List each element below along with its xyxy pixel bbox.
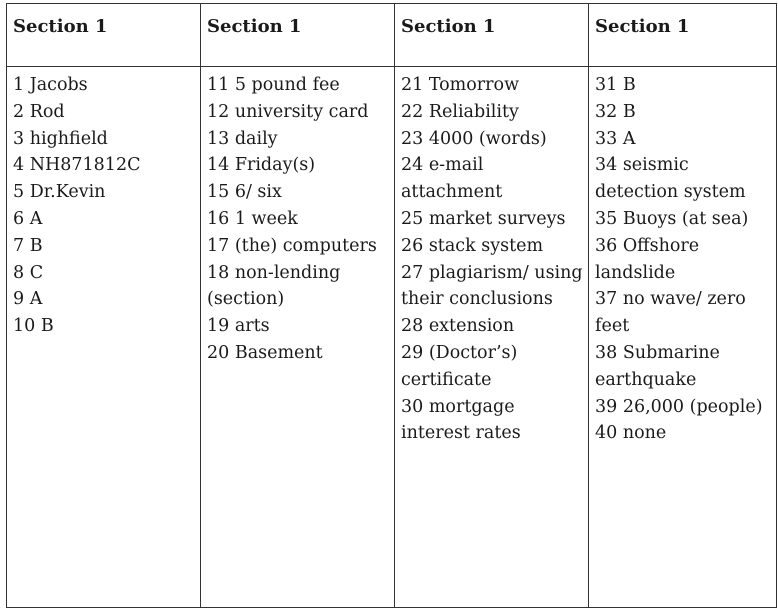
answer-item: 27 plagiarism/ using their conclusions: [401, 262, 583, 310]
answer-item: 15 6/ six: [207, 182, 282, 203]
answer-item: 34 seismic detection system: [595, 155, 746, 203]
answer-item: 37 no wave/ zero feet: [595, 289, 746, 337]
answer-item: 33 A: [595, 128, 636, 149]
answers-column-1: [7, 67, 201, 608]
answer-item: 23 4000 (words): [401, 128, 547, 149]
answer-item: 20 Basement: [207, 342, 323, 363]
header-row: [7, 4, 777, 67]
answer-item: 3 highfield: [13, 128, 108, 149]
answer-item: 18 non-lending (section): [207, 262, 341, 310]
answer-item: 12 university card: [207, 101, 369, 122]
answer-item: 29 (Doctor’s) certificate: [401, 342, 518, 390]
answer-item: 11 5 pound fee: [207, 75, 340, 95]
column-header: Section 1: [395, 4, 589, 67]
column-header: Section 1: [7, 4, 201, 67]
answer-item: 7 B: [13, 235, 43, 256]
answer-item: 24 e-mail attachment: [401, 155, 503, 203]
answer-item: 26 stack system: [401, 235, 544, 256]
answers-column-4: [589, 67, 777, 608]
answer-item: 40 none: [595, 423, 667, 444]
answer-item: 10 B: [13, 316, 54, 337]
answer-item: 9 A: [13, 289, 43, 310]
answers-row: [7, 67, 777, 608]
answer-item: 31 B: [595, 75, 636, 95]
answers-column-3: [395, 67, 589, 608]
answer-item: 39 26,000 (people): [595, 396, 763, 417]
answer-item: 1 Jacobs: [13, 75, 88, 95]
column-header: Section 1: [589, 4, 777, 67]
answer-item: 22 Reliability: [401, 101, 519, 122]
answer-item: 35 Buoys (at sea): [595, 208, 749, 229]
answer-item: 30 mortgage interest rates: [401, 396, 521, 444]
answer-item: 6 A: [13, 208, 43, 229]
answer-item: 21 Tomorrow: [401, 75, 520, 95]
answer-item: 17 (the) computers: [207, 235, 377, 256]
answers-column-2: [201, 67, 395, 608]
answer-item: 28 extension: [401, 316, 515, 337]
answer-item: 38 Submarine earthquake: [595, 342, 720, 390]
answer-item: 32 B: [595, 101, 636, 122]
answer-item: 16 1 week: [207, 208, 298, 229]
column-header: Section 1: [201, 4, 395, 67]
answer-item: 13 daily: [207, 128, 278, 149]
answer-item: 25 market surveys: [401, 208, 566, 229]
answer-item: 2 Rod: [13, 101, 65, 122]
answer-item: 5 Dr.Kevin: [13, 182, 106, 203]
answer-item: 8 C: [13, 262, 44, 283]
answer-item: 4 NH871812C: [13, 155, 141, 176]
answer-key-table: [6, 3, 777, 608]
answer-item: 14 Friday(s): [207, 155, 316, 176]
answer-item: 36 Offshore landslide: [595, 235, 700, 283]
answer-item: 19 arts: [207, 316, 270, 337]
